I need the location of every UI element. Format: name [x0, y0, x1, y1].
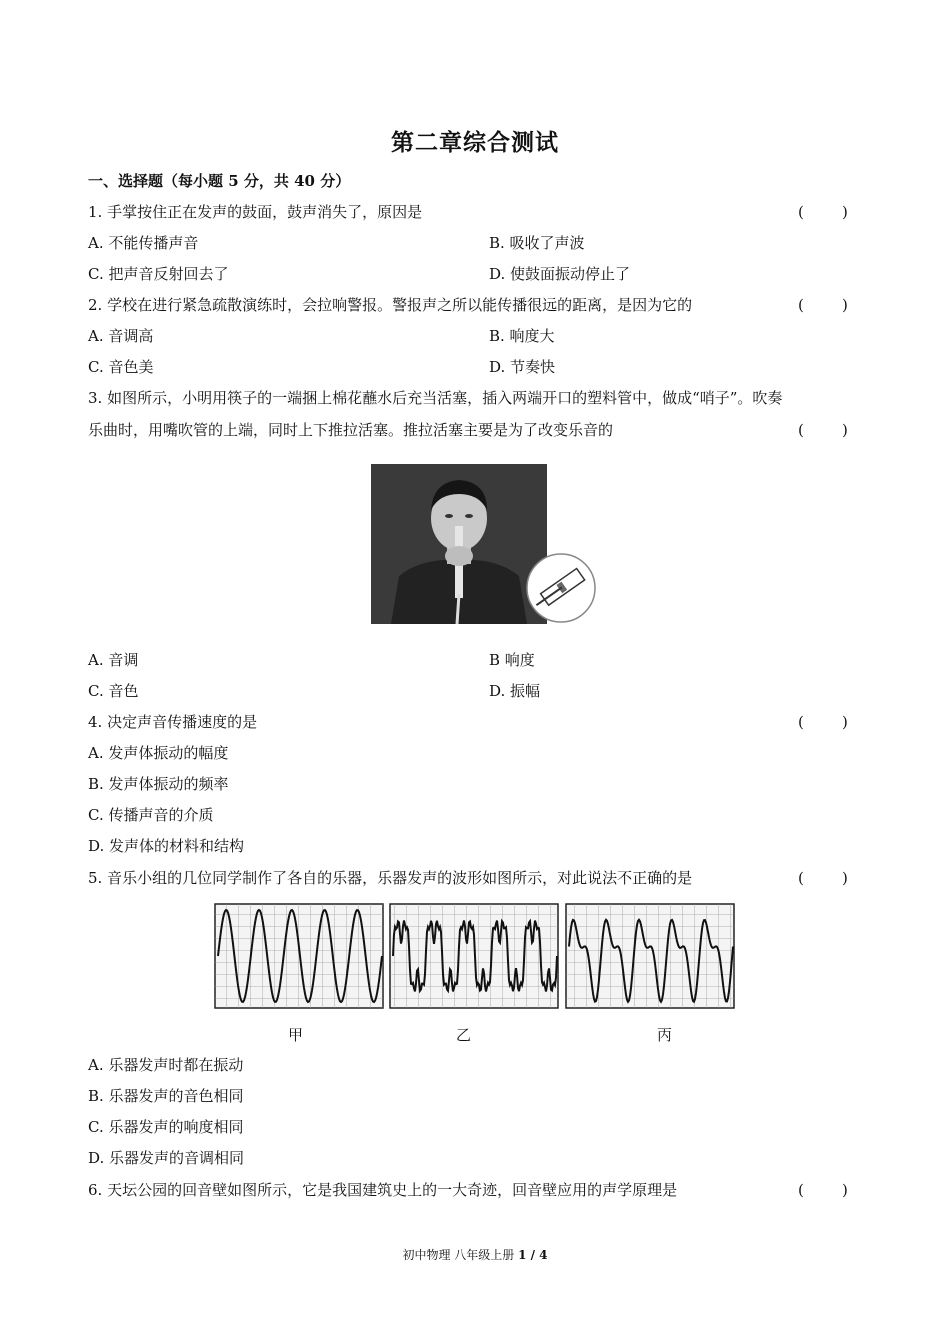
section-heading: 一、选择题（每小题 5 分，共 40 分）: [88, 172, 351, 190]
page-number: 1 / 4: [518, 1248, 548, 1262]
waveform-label-bing: 丙: [657, 1026, 673, 1044]
q3-option-c: C. 音色: [88, 682, 139, 700]
q4-answer-blank: ( ): [798, 713, 848, 731]
q1-option-c: C. 把声音反射回去了: [88, 265, 229, 283]
q2-stem: 2. 学校在进行紧急疏散演练时，会拉响警报。警报声之所以能传播很远的距离，是因为它的: [88, 296, 693, 314]
waveform-label-jia: 甲: [288, 1026, 304, 1044]
q2-option-b: B. 响度大: [489, 327, 555, 345]
q1-option-a: A. 不能传播声音: [88, 234, 199, 252]
q5-answer-blank: ( ): [798, 869, 848, 887]
q5-option-d: D. 乐器发声的音调相同: [88, 1149, 245, 1167]
q6-answer-blank: ( ): [798, 1181, 848, 1199]
q5-option-c: C. 乐器发声的响度相同: [88, 1118, 244, 1136]
page-footer: [0, 1246, 950, 1263]
q4-option-a: A. 发声体振动的幅度: [88, 744, 229, 762]
q1-answer-blank: ( ): [798, 203, 848, 221]
q2-option-a: A. 音调高: [88, 327, 154, 345]
q5-option-b: B. 乐器发声的音色相同: [88, 1087, 244, 1105]
whistle-photo-figure: [371, 464, 597, 626]
q5-option-a: A. 乐器发声时都在振动: [88, 1056, 244, 1074]
q2-answer-blank: ( ): [798, 296, 848, 314]
q3-stem-line1: 3. 如图所示，小明用筷子的一端捆上棉花蘸水后充当活塞，插入两端开口的塑料管中，做成“哨子”。吹奏: [88, 389, 783, 407]
q5-stem: 5. 音乐小组的几位同学制作了各自的乐器，乐器发声的波形如图所示，对此说法不正确的是: [88, 869, 693, 887]
q3-stem-line2: 乐曲时，用嘴吹管的上端，同时上下推拉活塞。推拉活塞主要是为了改变乐音的: [88, 421, 614, 439]
waveform-panel-bing: [566, 904, 734, 1008]
q4-option-c: C. 传播声音的介质: [88, 806, 214, 824]
q1-stem: 1. 手掌按住正在发声的鼓面，鼓声消失了，原因是: [88, 203, 423, 221]
q4-option-d: D. 发声体的材料和结构: [88, 837, 245, 855]
q2-option-d: D. 节奏快: [489, 358, 556, 376]
q1-option-d: D. 使鼓面振动停止了: [489, 265, 631, 283]
boy-hand: [445, 546, 473, 566]
q6-stem: 6. 天坛公园的回音壁如图所示，它是我国建筑史上的一大奇迹，回音壁应用的声学原理是: [88, 1181, 678, 1199]
q3-option-d: D. 振幅: [489, 682, 541, 700]
waveform-figure: [214, 902, 738, 1010]
q2-option-c: C. 音色美: [88, 358, 154, 376]
q1-option-b: B. 吸收了声波: [489, 234, 585, 252]
waveform-panel-yi: [390, 904, 558, 1008]
q4-stem: 4. 决定声音传播速度的是: [88, 713, 258, 731]
waveform-label-yi: 乙: [456, 1026, 472, 1044]
q4-option-b: B. 发声体振动的频率: [88, 775, 229, 793]
page-title: 第二章综合测试: [391, 129, 559, 156]
q3-answer-blank: ( ): [798, 421, 848, 439]
waveform-panel-jia: [215, 904, 383, 1008]
q3-option-b: B 响度: [489, 651, 535, 669]
q3-option-a: A. 音调: [88, 651, 139, 669]
footer-text: 初中物理 八年级上册: [402, 1248, 519, 1262]
